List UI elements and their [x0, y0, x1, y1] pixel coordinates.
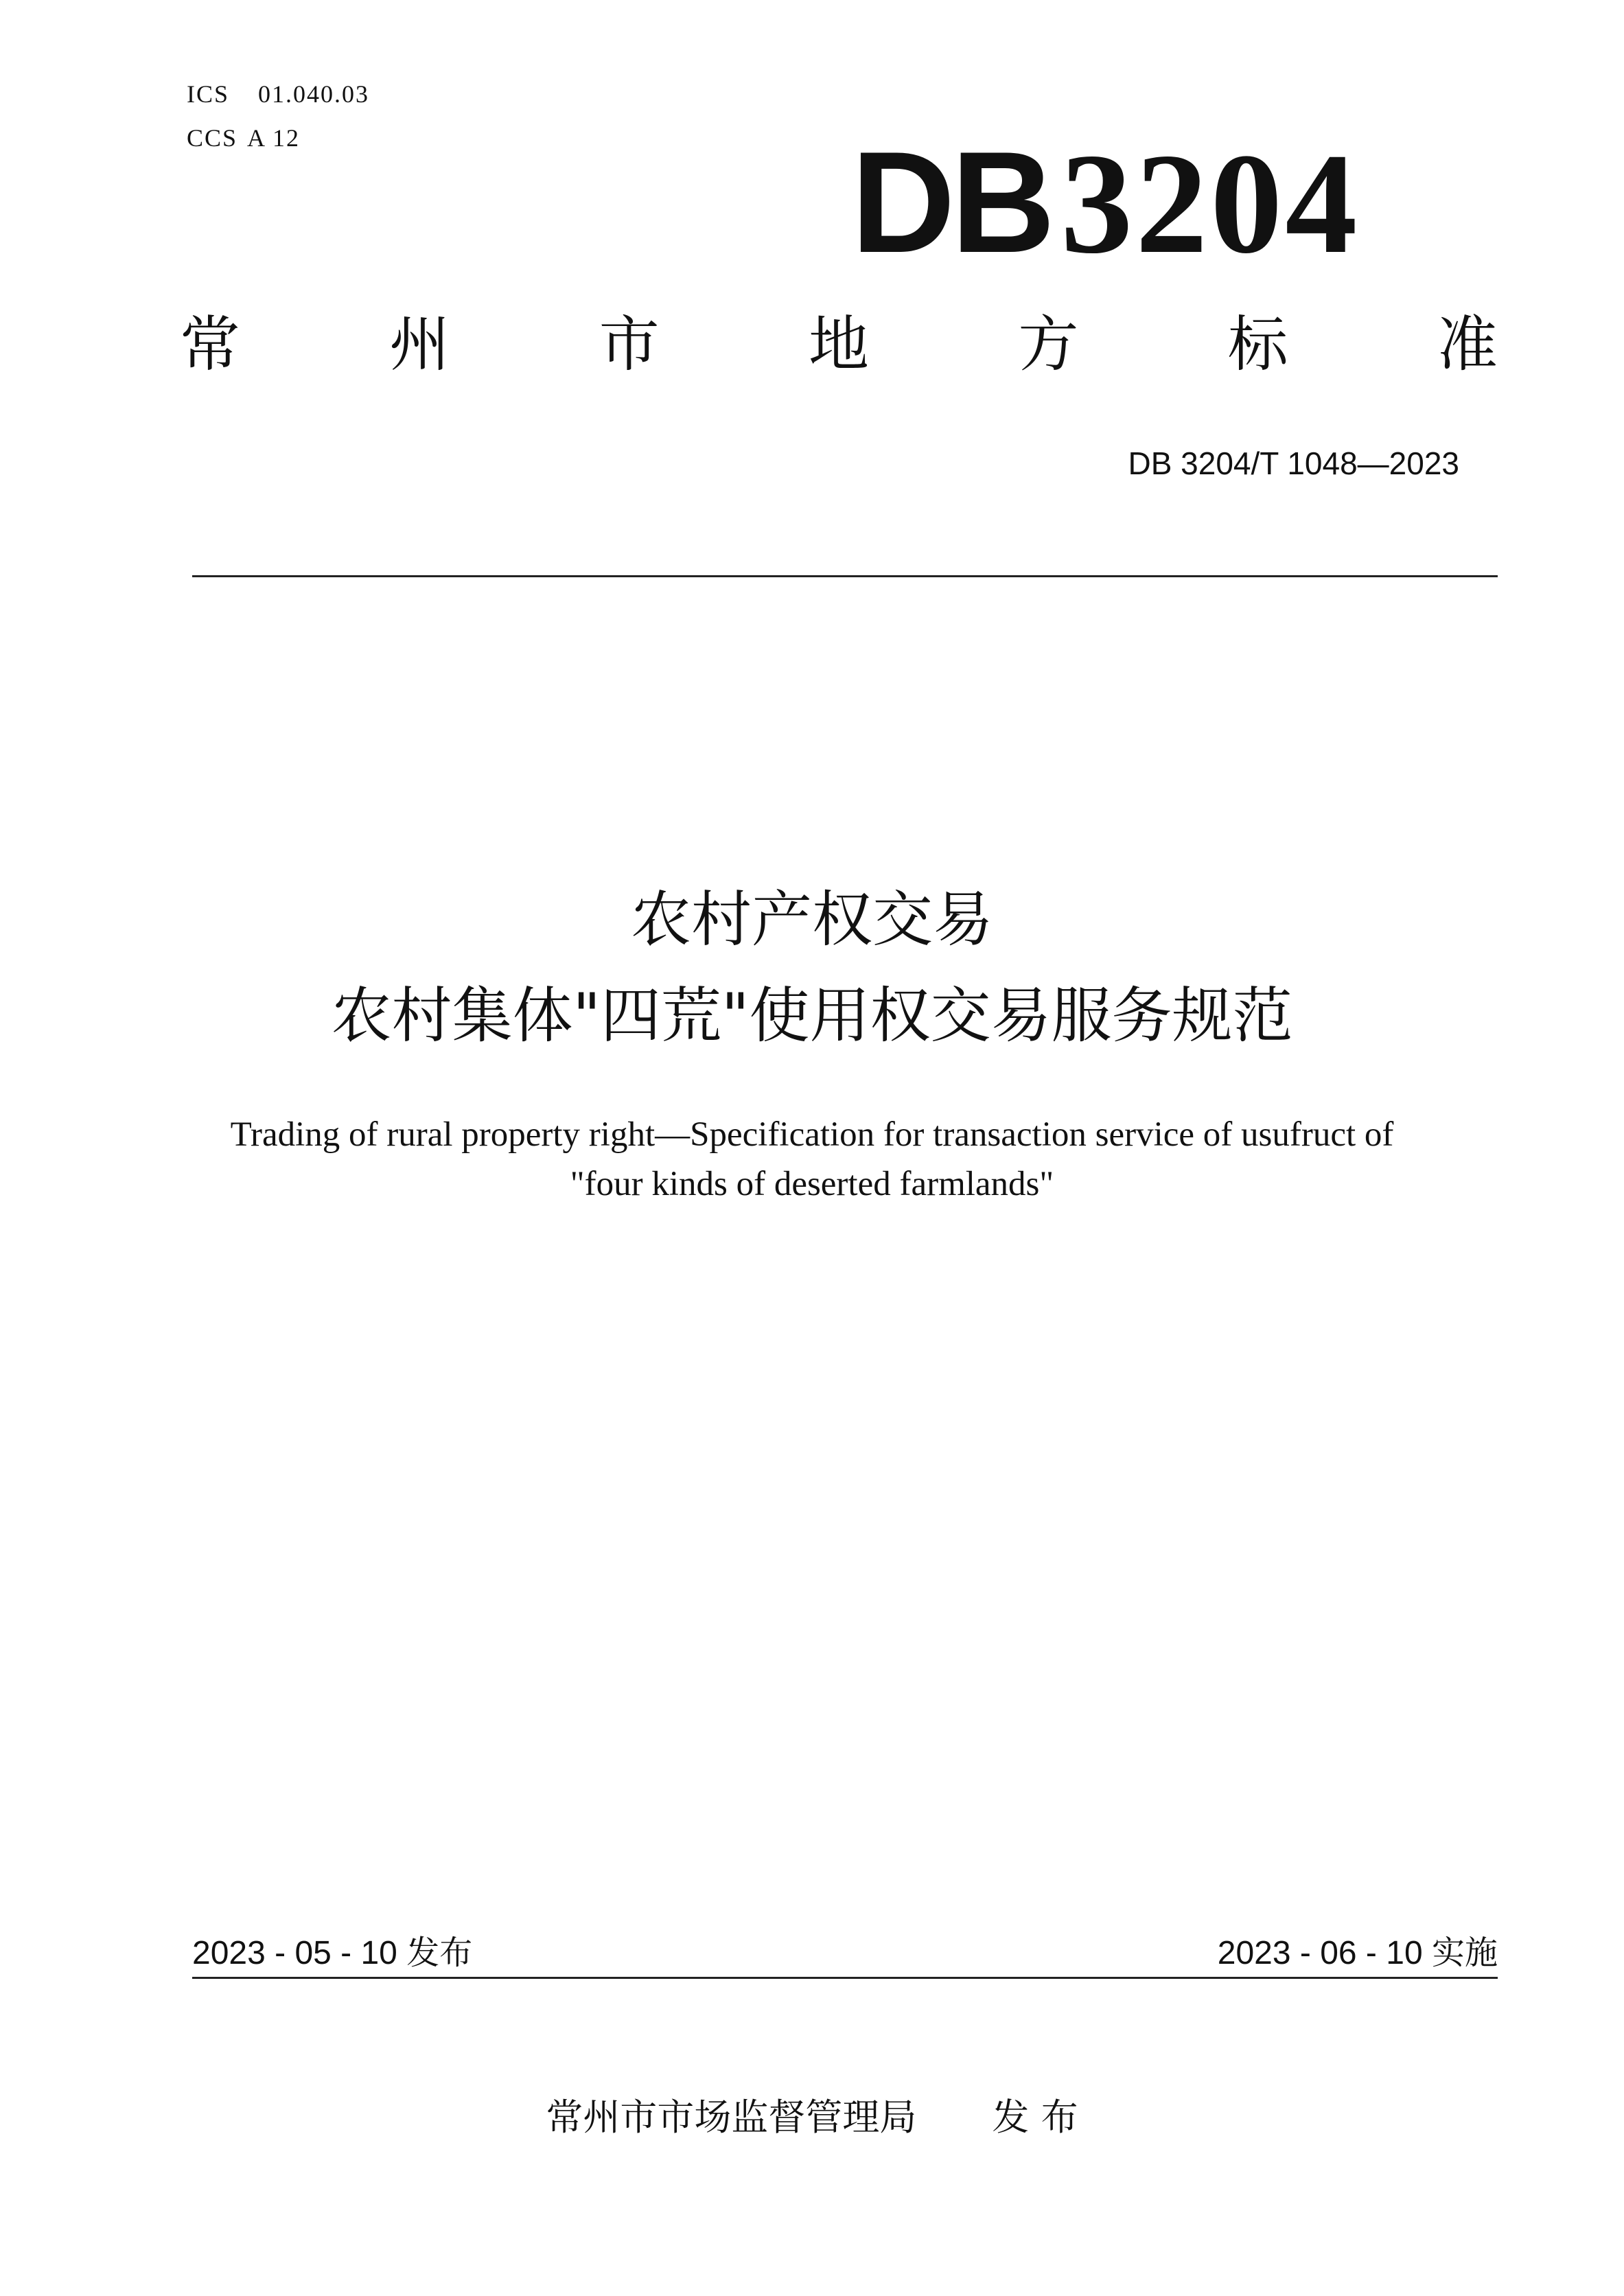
standard-category-char: 准 — [1437, 309, 1498, 380]
standard-category-char: 方 — [1018, 309, 1079, 380]
title-chinese-line-2: 农村集体"四荒"使用权交易服务规范 — [331, 980, 1293, 1051]
standard-category-char: 标 — [1227, 309, 1288, 380]
standard-category-char: 常 — [180, 309, 241, 380]
issuing-authority — [0, 2088, 1624, 2141]
footer-divider — [192, 1977, 1498, 1979]
standard-category-char: 地 — [808, 309, 869, 380]
implementation-date-value: 2023 - 06 - 10 — [1217, 1935, 1423, 1971]
ics-label: ICS — [187, 80, 230, 108]
standard-category-char: 州 — [389, 309, 450, 380]
ccs-code — [187, 124, 300, 152]
issuer-name: 常州市市场监督管理局 — [546, 2096, 917, 2139]
standard-number: DB 3204/T 1048—2023 — [1128, 445, 1459, 481]
ccs-label: CCS — [187, 124, 238, 152]
db-region-code: 3204 — [1060, 124, 1360, 283]
release-label: 发布 — [406, 1934, 473, 1972]
db-prefix: DB — [851, 121, 1052, 283]
ics-code — [187, 80, 369, 108]
issuer-action: 发 布 — [992, 2096, 1078, 2139]
db-standard-mark — [851, 121, 1360, 283]
title-english-line-2: "four kinds of deserted farmlands" — [570, 1165, 1054, 1203]
standard-category-char: 市 — [599, 309, 660, 380]
release-date-value: 2023 - 05 - 10 — [192, 1935, 397, 1971]
standard-category-title — [180, 309, 1498, 380]
header-divider — [192, 575, 1498, 577]
implementation-label: 实施 — [1431, 1934, 1498, 1972]
title-chinese-line-1: 农村产权交易 — [630, 884, 993, 955]
title-english-line-1: Trading of rural property right—Specification for transaction service of usufruct of — [230, 1115, 1394, 1154]
release-date — [192, 1926, 472, 1973]
ics-value: 01.040.03 — [258, 80, 369, 108]
implementation-date — [1218, 1926, 1498, 1973]
ccs-value: A 12 — [247, 124, 301, 152]
